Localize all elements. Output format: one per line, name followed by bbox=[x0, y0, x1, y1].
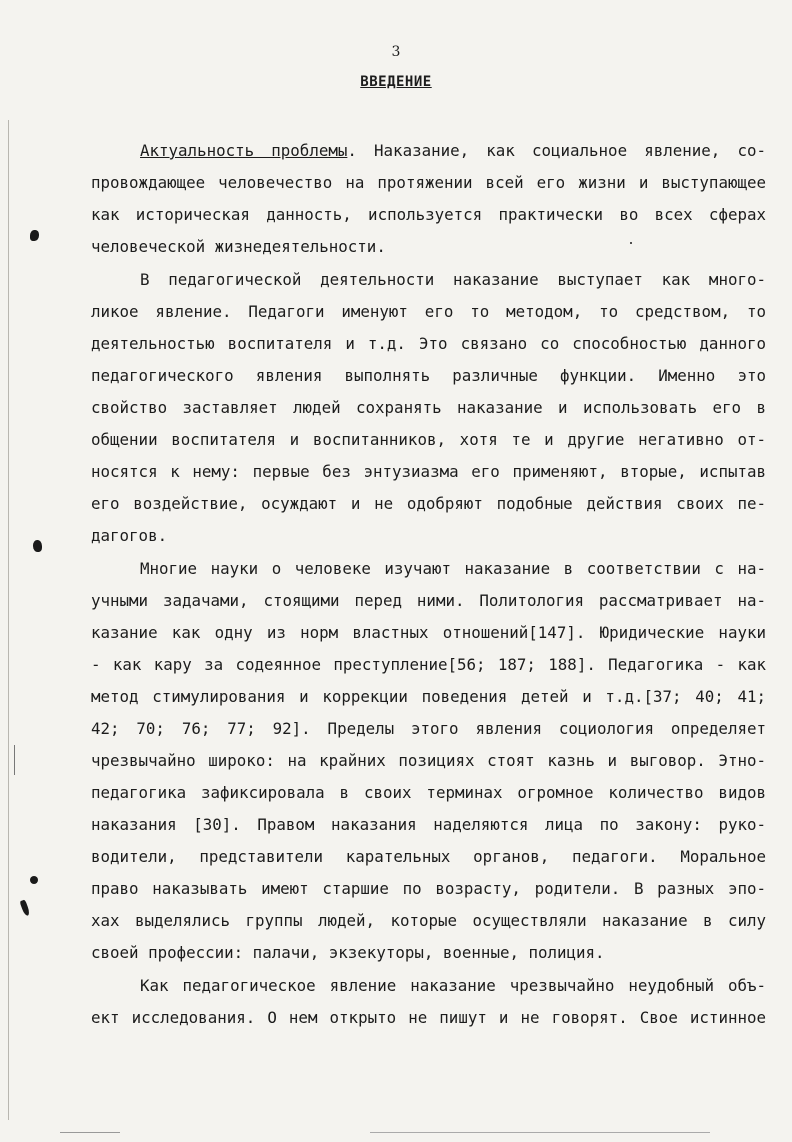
text-line: Как педагогическое явление наказание чрезвычайно неудобный объ- bbox=[140, 976, 766, 995]
scan-speck bbox=[33, 540, 42, 552]
text-line: общении воспитателя и воспитанников, хотя те и другие негативно от- bbox=[91, 430, 766, 449]
text-line: чрезвычайно широко: на крайних позициях стоят казнь и выговор. Этно- bbox=[91, 751, 766, 770]
scan-edge-line bbox=[8, 120, 9, 1120]
text-line: дагогов. bbox=[91, 526, 168, 545]
section-heading bbox=[0, 74, 792, 90]
text-line: педагогика зафиксировала в своих терминах огромное количество видов bbox=[91, 783, 766, 802]
text-line: 42; 70; 76; 77; 92]. Пределы этого явления социология определяет bbox=[91, 719, 766, 738]
scan-speck bbox=[630, 242, 632, 244]
scan-edge-line bbox=[14, 745, 15, 775]
scan-speck bbox=[30, 876, 38, 884]
scan-speck bbox=[19, 899, 30, 916]
text-line: наказания [30]. Правом наказания наделяются лица по закону: руко- bbox=[91, 815, 766, 834]
text-line: человеческой жизнедеятельности. bbox=[91, 237, 386, 256]
text-line: метод стимулирования и коррекции поведения детей и т.д.[37; 40; 41; bbox=[91, 687, 766, 706]
text-line: деятельностью воспитателя и т.д. Это связано со способностью данного bbox=[91, 334, 766, 353]
text-line: учными задачами, стоящими перед ними. Политология рассматривает на- bbox=[91, 591, 766, 610]
text-line: Многие науки о человеке изучают наказание в соответствии с на- bbox=[140, 559, 766, 578]
text-line: как историческая данность, используется практически во всех сферах bbox=[91, 205, 766, 224]
text-line: ликое явление. Педагоги именуют его то методом, то средством, то bbox=[91, 302, 766, 321]
text-line: В педагогической деятельности наказание выступает как много- bbox=[140, 270, 766, 289]
text-line: водители, представители карательных органов, педагоги. Моральное bbox=[91, 847, 766, 866]
text-line: провождающее человечество на протяжении всей его жизни и выступающее bbox=[91, 173, 766, 192]
text-line: Актуальность проблемы. Наказание, как социальное явление, со- bbox=[140, 141, 766, 160]
text-line: - как кару за содеянное преступление[56; 187; 188]. Педагогика - как bbox=[91, 655, 766, 674]
section-heading-text: ВВЕДЕНИЕ bbox=[360, 74, 432, 90]
topic-label: Актуальность проблемы bbox=[140, 141, 348, 160]
text-line: его воздействие, осуждают и не одобряют подобные действия своих пе- bbox=[91, 494, 766, 513]
text-line: хах выделялись группы людей, которые осуществляли наказание в силу bbox=[91, 911, 766, 930]
text-line: педагогического явления выполнять различные функции. Именно это bbox=[91, 366, 766, 385]
scan-bottom-line bbox=[370, 1132, 710, 1133]
text-line: носятся к нему: первые без энтузиазма его применяют, вторые, испытав bbox=[91, 462, 766, 481]
page-number: 3 bbox=[391, 44, 401, 60]
text-line: свойство заставляет людей сохранять наказание и использовать его в bbox=[91, 398, 766, 417]
text-line: казание как одну из норм властных отношений[147]. Юридические науки bbox=[91, 623, 766, 642]
text-line: право наказывать имеют старшие по возрасту, родители. В разных эпо- bbox=[91, 879, 766, 898]
text-line: ект исследования. О нем открыто не пишут и не говорят. Свое истинное bbox=[91, 1008, 766, 1027]
text-line: своей профессии: палачи, экзекуторы, военные, полиция. bbox=[91, 943, 605, 962]
scan-speck bbox=[30, 230, 39, 241]
scan-bottom-line bbox=[60, 1132, 120, 1133]
